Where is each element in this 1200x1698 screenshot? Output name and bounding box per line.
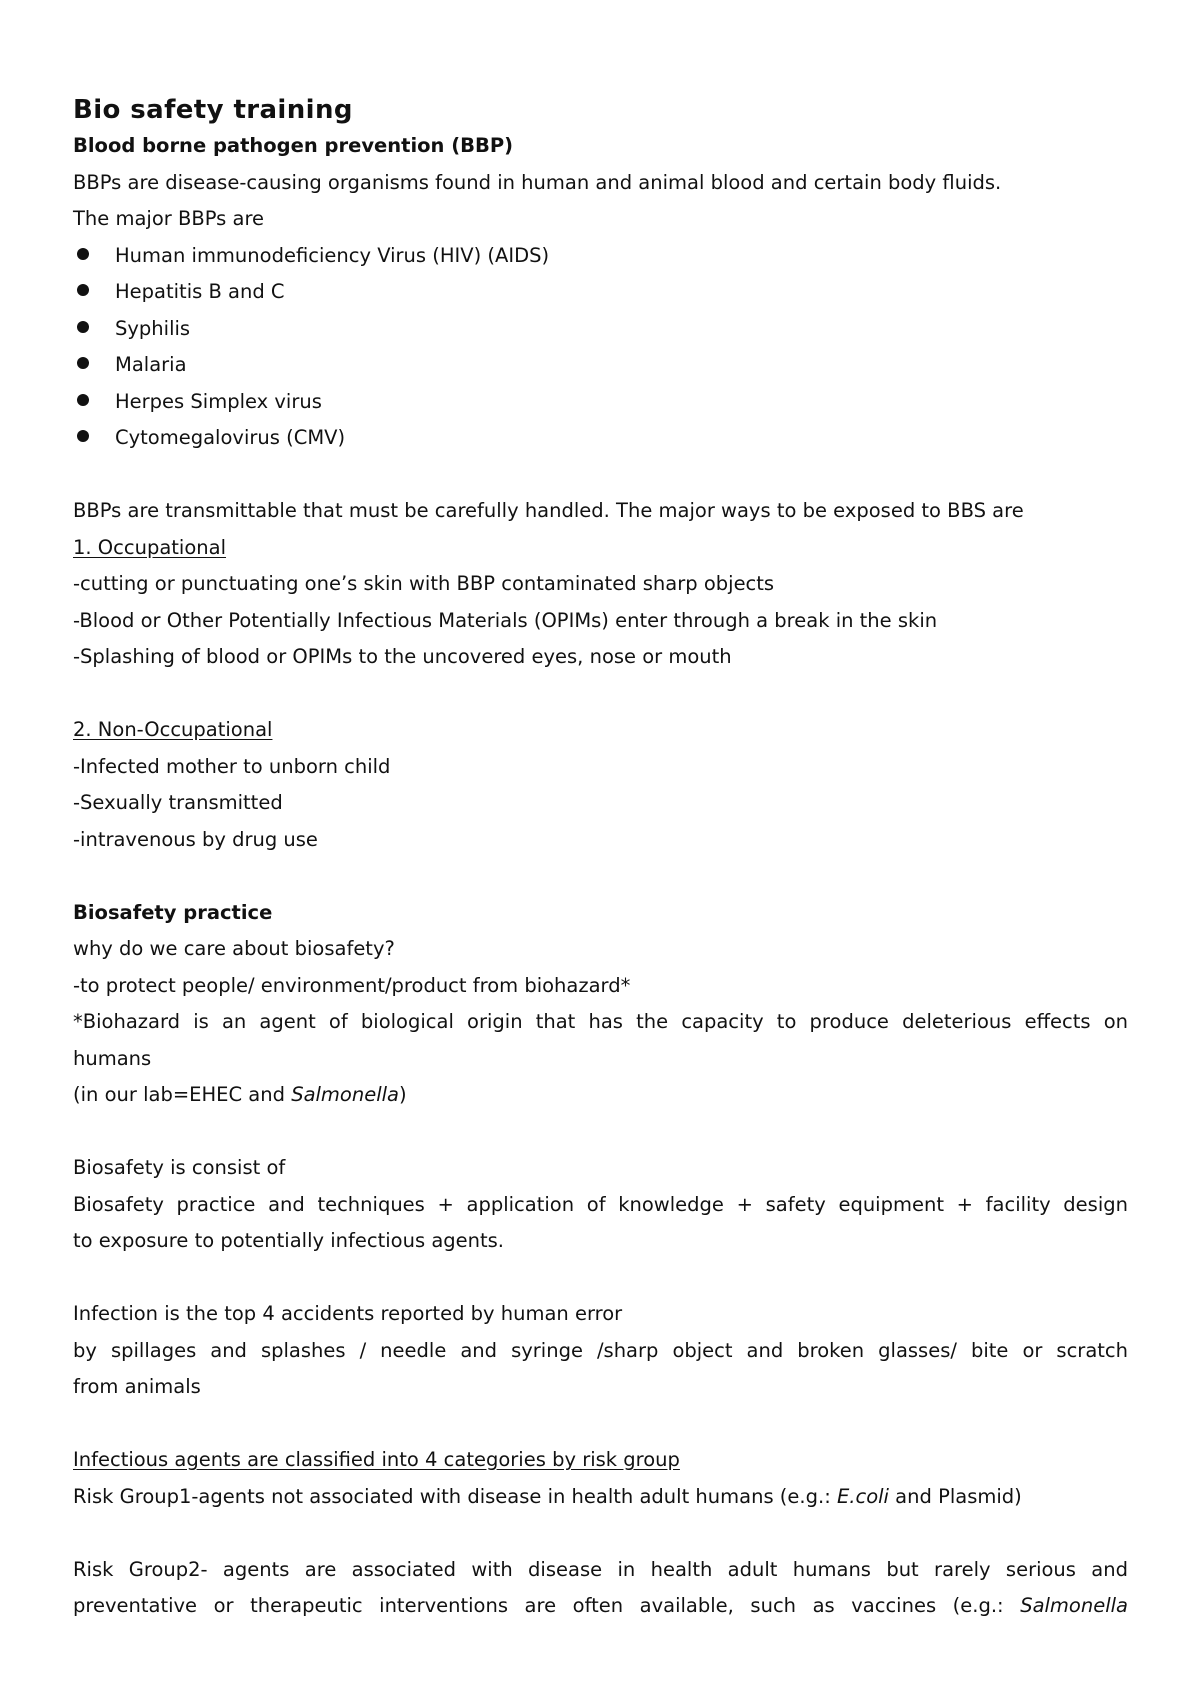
risk-group-1-prefix: Risk Group1-agents not associated with disease in health adult humans (e.g.: bbox=[73, 1484, 837, 1508]
bullet-icon bbox=[77, 248, 89, 260]
non-occupational-line: -Sexually transmitted bbox=[73, 791, 283, 814]
list-item bbox=[73, 347, 1128, 384]
spacer bbox=[73, 1515, 1128, 1552]
list-item-text: Human immunodeficiency Virus (HIV) (AIDS) bbox=[115, 243, 550, 267]
consist-line2: to exposure to potentially infectious agents. bbox=[73, 1229, 505, 1252]
practice-protect: -to protect people/ environment/product from biohazard* bbox=[73, 973, 631, 997]
lab-agents bbox=[73, 1077, 1128, 1114]
occupational-heading: 1. Occupational bbox=[73, 535, 227, 559]
bbp-list bbox=[73, 238, 1128, 457]
risk-group-2-prefix: preventative or therapeutic interventions are often available, such as vaccines (e.g.: bbox=[73, 1594, 1021, 1617]
risk-group-1 bbox=[73, 1479, 1128, 1516]
non-occupational-heading: 2. Non-Occupational bbox=[73, 718, 273, 741]
non-occupational-line: -Infected mother to unborn child bbox=[73, 754, 391, 778]
risk-group-1-suffix: and Plasmid) bbox=[888, 1484, 1022, 1508]
spacer bbox=[73, 858, 1128, 895]
occupational-line: -Blood or Other Potentially Infectious Materials (OPIMs) enter through a break in the skin bbox=[73, 608, 938, 632]
biohazard-definition-line1: *Biohazard is an agent of biological origin that has the capacity to produce deleterious effects on bbox=[73, 1010, 1128, 1033]
list-item bbox=[73, 274, 1128, 311]
list-item-text: Malaria bbox=[115, 353, 187, 376]
bullet-icon bbox=[77, 284, 89, 296]
bullet-icon bbox=[77, 357, 89, 369]
spacer bbox=[73, 1260, 1128, 1297]
consist-heading: Biosafety is consist of bbox=[73, 1156, 286, 1179]
exposure-intro: BBPs are transmittable that must be carefully handled. The major ways to be exposed to BBS are bbox=[73, 499, 1024, 522]
non-occupational-line: -intravenous by drug use bbox=[73, 827, 318, 851]
spacer bbox=[73, 1114, 1128, 1151]
list-item bbox=[73, 384, 1128, 421]
bullet-icon bbox=[77, 394, 89, 406]
risk-heading: Infectious agents are classified into 4 categories by risk group bbox=[73, 1448, 680, 1471]
occupational-line: -Splashing of blood or OPIMs to the uncovered eyes, nose or mouth bbox=[73, 645, 732, 668]
list-item-text: Syphilis bbox=[115, 316, 191, 340]
spacer bbox=[73, 457, 1128, 494]
practice-why: why do we care about biosafety? bbox=[73, 937, 395, 960]
infection-line3: from animals bbox=[73, 1375, 201, 1398]
consist-line1: Biosafety practice and techniques + application of knowledge + safety equipment + facility design bbox=[73, 1192, 1128, 1216]
bbp-heading: Blood borne pathogen prevention (BBP) bbox=[73, 134, 514, 157]
list-item-text: Hepatitis B and C bbox=[115, 280, 285, 303]
list-item bbox=[73, 311, 1128, 348]
lab-agents-italic: Salmonella bbox=[291, 1083, 399, 1106]
document-title: Bio safety training bbox=[73, 95, 353, 125]
occupational-line: -cutting or punctuating one’s skin with BBP contaminated sharp objects bbox=[73, 572, 775, 595]
list-item bbox=[73, 238, 1128, 275]
list-item-text: Herpes Simplex virus bbox=[115, 389, 322, 413]
bullet-icon bbox=[77, 321, 89, 333]
bbp-list-intro: The major BBPs are bbox=[73, 207, 265, 230]
list-item bbox=[73, 420, 1128, 457]
list-item-text: Cytomegalovirus (CMV) bbox=[115, 426, 346, 449]
risk-group-1-italic: E.coli bbox=[836, 1484, 889, 1508]
bullet-icon bbox=[77, 430, 89, 442]
spacer bbox=[73, 1406, 1128, 1443]
bbp-intro: BBPs are disease-causing organisms found in human and animal blood and certain body fluids. bbox=[73, 170, 1002, 194]
spacer bbox=[73, 676, 1128, 713]
practice-heading: Biosafety practice bbox=[73, 900, 273, 924]
infection-line2: by spillages and splashes / needle and syringe /sharp object and broken glasses/ bite or scratch bbox=[73, 1338, 1128, 1362]
infection-line1: Infection is the top 4 accidents reported by human error bbox=[73, 1302, 623, 1325]
risk-group-2-line2 bbox=[73, 1588, 1128, 1625]
risk-group-2-italic: Salmonella bbox=[1020, 1594, 1128, 1617]
lab-agents-prefix: (in our lab=EHEC and bbox=[73, 1083, 292, 1106]
lab-agents-suffix: ) bbox=[399, 1083, 407, 1106]
biohazard-definition-line2: humans bbox=[73, 1046, 152, 1070]
risk-group-2-line1: Risk Group2- agents are associated with disease in health adult humans but rarely serious and bbox=[73, 1557, 1128, 1581]
